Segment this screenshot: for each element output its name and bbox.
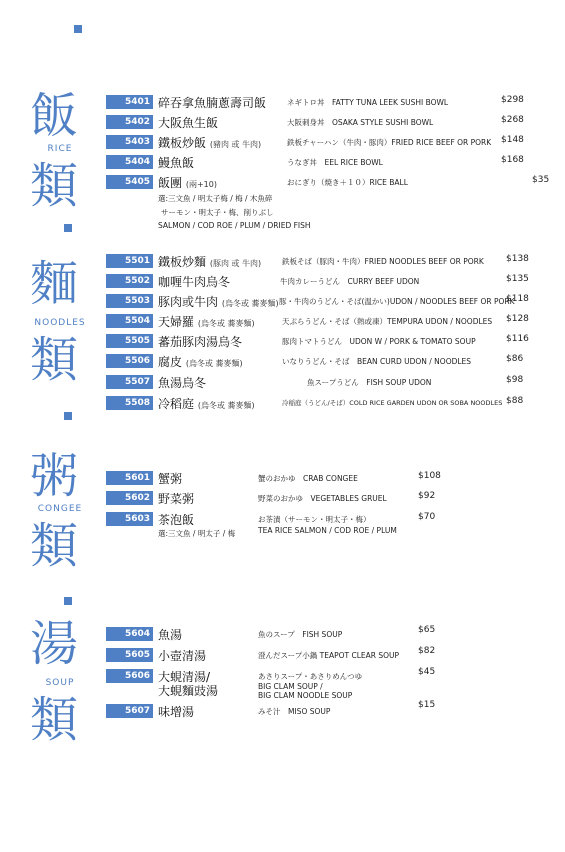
item-price: $86 xyxy=(506,354,524,364)
item-price: $88 xyxy=(506,396,524,406)
item-price: $92 xyxy=(418,491,436,501)
menu-item xyxy=(106,648,556,662)
item-name-cn: 大蜆清湯/ xyxy=(158,670,211,684)
item-price: $82 xyxy=(418,646,436,656)
item-price: $15 xyxy=(418,700,436,710)
menu-item xyxy=(106,491,556,505)
divider-dot xyxy=(64,597,72,605)
item-code: 5403 xyxy=(106,135,153,149)
item-note: サーモン・明太子・梅、削りぶし xyxy=(161,208,274,217)
item-name-jp-en: 鉄板そば（豚肉・牛肉）FRIED NOODLES BEEF OR PORK xyxy=(282,257,484,266)
menu-item xyxy=(106,115,556,129)
item-note: 選:三文魚 / 明太子梅 / 梅 / 木魚碎 xyxy=(158,194,273,203)
item-note: TEA RICE SALMON / COD ROE / PLUM xyxy=(258,526,397,535)
item-name-jp-en: うなぎ丼 EEL RICE BOWL xyxy=(287,158,383,167)
item-code: 5607 xyxy=(106,704,153,718)
item-name-cn: 咖喱牛肉烏冬 xyxy=(158,275,231,289)
menu-item xyxy=(106,334,556,348)
item-name-jp-en: 天ぷらうどん・そば（熱或凍）TEMPURA UDON / NOODLES xyxy=(282,317,493,326)
item-name-jp-en: みそ汁 MISO SOUP xyxy=(258,707,331,716)
item-price: $70 xyxy=(418,512,436,522)
item-note: SALMON / COD ROE / PLUM / DRIED FISH xyxy=(158,221,311,230)
item-code: 5502 xyxy=(106,274,153,288)
item-price: $35 xyxy=(532,175,550,185)
item-name-jp-en: おにぎり（焼き＋１０）RICE BALL xyxy=(287,178,408,187)
item-code: 5605 xyxy=(106,648,153,662)
item-name-jp-en: 野菜のおかゆ VEGETABLES GRUEL xyxy=(258,494,387,503)
item-code: 5508 xyxy=(106,396,153,410)
item-note: BIG CLAM SOUP / xyxy=(258,682,323,691)
item-name-cn: 飯團 (兩+10) xyxy=(158,176,217,190)
menu-item xyxy=(106,314,556,328)
menu-item xyxy=(106,512,556,526)
item-code: 5603 xyxy=(106,512,153,526)
item-name-jp-en: いなりうどん・そば BEAN CURD UDON / NOODLES xyxy=(282,357,472,366)
menu-item xyxy=(106,396,556,410)
menu-item xyxy=(106,627,556,641)
item-code: 5504 xyxy=(106,314,153,328)
menu-item xyxy=(106,274,556,288)
item-price: $45 xyxy=(418,667,436,677)
item-note: BIG CLAM NOODLE SOUP xyxy=(258,691,353,700)
item-note: 選:三文魚 / 明太子 / 梅 xyxy=(158,529,236,538)
item-name-cn: 鰻魚飯 xyxy=(158,156,195,170)
item-name-cn: 腐皮 (烏冬或 蕎麥麵) xyxy=(158,355,243,369)
menu-item xyxy=(106,175,556,189)
item-name-cn: 蟹粥 xyxy=(158,472,183,486)
item-price: $298 xyxy=(501,95,524,105)
item-name-jp-en: 魚のスープ FISH SOUP xyxy=(258,630,343,639)
item-name-cn: 大阪魚生飯 xyxy=(158,116,219,130)
item-name-cn: 小壺清湯 xyxy=(158,649,207,663)
item-name-jp-en: 豚・牛肉のうどん・そば(温かい)UDON / NOODLES BEEF OR PORK xyxy=(279,297,515,306)
menu-item xyxy=(106,700,556,719)
item-price: $98 xyxy=(506,375,524,385)
divider-dot xyxy=(74,25,82,33)
item-name-jp-en: 魚スープうどん FISH SOUP UDON xyxy=(307,378,432,387)
item-name-cn: 味增湯 xyxy=(158,705,195,719)
item-code: 5402 xyxy=(106,115,153,129)
item-code: 5507 xyxy=(106,375,153,389)
item-name-cn: 冷稻庭 (烏冬或 蕎麥麵) xyxy=(158,397,255,411)
item-name-cn: 天婦羅 (烏冬或 蕎麥麵) xyxy=(158,315,255,329)
section-char-soup-1: 湯 xyxy=(30,616,79,672)
section-char-rice-1: 飯 xyxy=(30,88,79,144)
item-name-jp-en: お茶漬（サーモン・明太子・梅） xyxy=(258,515,371,524)
item-price: $108 xyxy=(418,471,441,481)
item-name-cn: 碎吞拿魚腩蔥壽司飯 xyxy=(158,96,267,110)
item-price: $65 xyxy=(418,625,436,635)
section-char-rice-2: 類 xyxy=(30,158,79,214)
item-price: $138 xyxy=(506,254,529,264)
menu-item xyxy=(106,354,556,368)
section-char-soup-2: 類 xyxy=(30,692,79,748)
item-name-cn: 茶泡飯 xyxy=(158,513,195,527)
menu-item xyxy=(106,471,556,485)
item-price: $148 xyxy=(501,135,524,145)
menu-item xyxy=(106,95,556,109)
menu-item xyxy=(106,254,556,268)
item-code: 5604 xyxy=(106,627,153,641)
item-name-jp-en: 豚肉トマトうどん UDON W / PORK & TOMATO SOUP xyxy=(282,337,476,346)
menu-item xyxy=(106,294,556,308)
item-code: 5501 xyxy=(106,254,153,268)
menu-item xyxy=(106,375,556,389)
item-name-jp-en: 蟹のおかゆ CRAB CONGEE xyxy=(258,474,358,483)
item-name-cn: 魚湯 xyxy=(158,628,183,642)
item-name-jp-en: あさりスープ・あさりめんつゆ xyxy=(258,672,363,681)
section-char-noodles-2: 類 xyxy=(30,332,79,388)
divider-dot xyxy=(64,224,72,232)
item-name-cn: 蕃茄豚肉湯烏冬 xyxy=(158,335,243,349)
section-char-congee-1: 粥 xyxy=(30,448,79,504)
item-price: $135 xyxy=(506,274,529,284)
menu-item xyxy=(106,155,556,169)
item-price: $116 xyxy=(506,334,529,344)
item-name-cn: 鐵板炒麵 (豚肉 或 牛肉) xyxy=(158,255,262,269)
item-name-cn: 豚肉或牛肉 (烏冬或 蕎麥麵) xyxy=(158,295,279,309)
item-name-cn: 魚湯烏冬 xyxy=(158,376,207,390)
item-name-jp-en: 澄んだスープ小鍋 TEAPOT CLEAR SOUP xyxy=(258,651,400,660)
item-code: 5505 xyxy=(106,334,153,348)
section-label-rice: RICE xyxy=(47,144,73,154)
item-name-jp-en: 牛肉カレーうどん CURRY BEEF UDON xyxy=(280,277,420,286)
item-code: 5601 xyxy=(106,471,153,485)
item-name-cn: 鐵板炒飯 (豬肉 或 牛肉) xyxy=(158,136,262,150)
section-label-congee: CONGEE xyxy=(37,504,83,514)
item-name-jp-en: 鉄板チャーハン（牛肉・豚肉）FRIED RICE BEEF OR PORK xyxy=(287,138,492,147)
menu-item xyxy=(106,135,556,149)
item-code: 5404 xyxy=(106,155,153,169)
item-price: $128 xyxy=(506,314,529,324)
section-char-noodles-1: 麵 xyxy=(30,256,79,312)
item-price: $168 xyxy=(501,155,524,165)
section-label-soup: SOUP xyxy=(45,678,75,688)
menu-item xyxy=(106,669,556,683)
item-price: $268 xyxy=(501,115,524,125)
section-char-congee-2: 類 xyxy=(30,518,79,574)
item-code: 5503 xyxy=(106,294,153,308)
item-code: 5606 xyxy=(106,669,153,683)
item-name-cn-line2: 大蜆麵豉湯 xyxy=(158,684,219,698)
item-name-cn: 野菜粥 xyxy=(158,492,195,506)
item-code: 5405 xyxy=(106,175,153,189)
item-code: 5602 xyxy=(106,491,153,505)
item-code: 5506 xyxy=(106,354,153,368)
item-code: 5401 xyxy=(106,95,153,109)
divider-dot xyxy=(64,412,72,420)
item-name-jp-en: 大阪刺身丼 OSAKA STYLE SUSHI BOWL xyxy=(287,118,434,127)
item-name-jp-en: ネギトロ丼 FATTY TUNA LEEK SUSHI BOWL xyxy=(287,98,449,107)
item-price: $118 xyxy=(506,294,529,304)
item-name-jp-en: 冷稲庭（うどん/そば）COLD RICE GARDEN UDON OR SOBA NOODLES xyxy=(282,399,503,407)
section-label-noodles: NOODLES xyxy=(34,318,86,328)
